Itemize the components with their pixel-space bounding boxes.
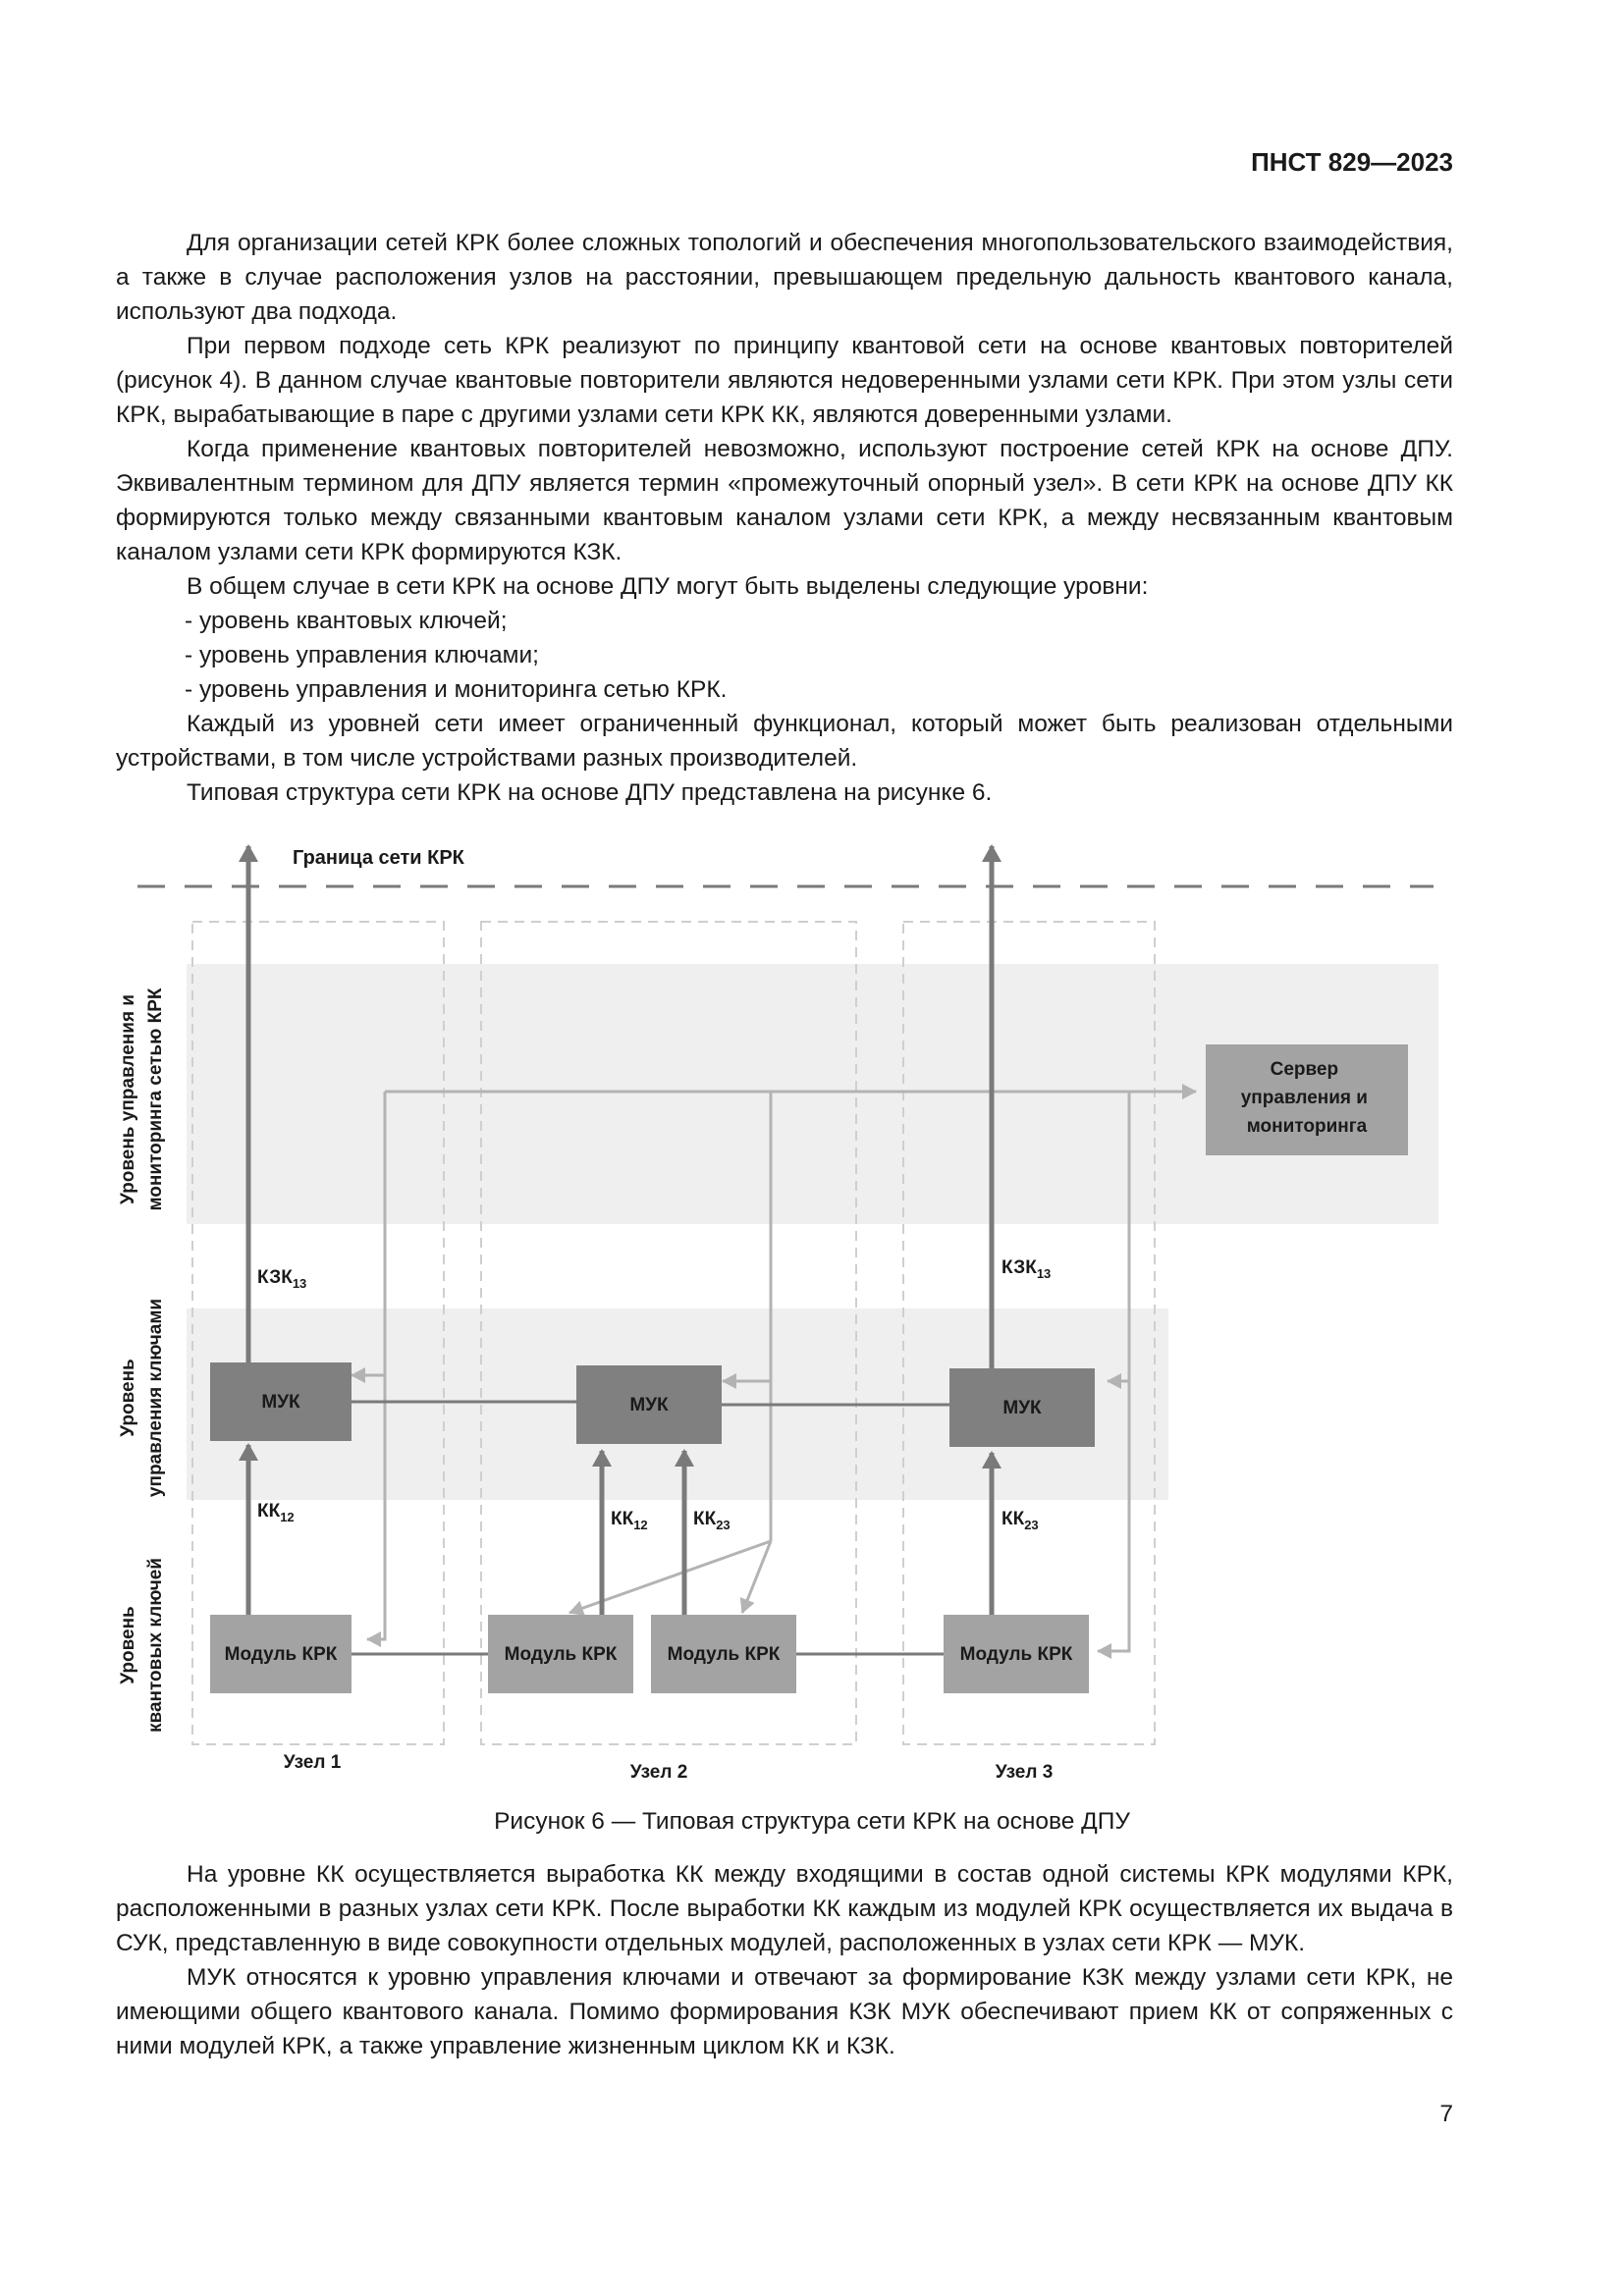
key-label-main: КЗК <box>1001 1257 1037 1278</box>
key-label-sub: 12 <box>280 1510 295 1524</box>
document-id: ПНСТ 829—2023 <box>1251 147 1453 177</box>
paragraph: Типовая структура сети КРК на основе ДПУ представлена на рисунке 6. <box>187 779 993 806</box>
boundary-label: Граница сети КРК <box>293 847 464 869</box>
key-label-sub: 12 <box>633 1518 648 1532</box>
list-item: - уровень управления и мониторинга сетью КРК. <box>185 676 728 703</box>
key-label-sub: 13 <box>292 1276 307 1291</box>
key-label-sub: 23 <box>716 1518 731 1532</box>
muk-label: МУК <box>1002 1398 1042 1418</box>
paragraph: Каждый из уровней сети имеет ограниченный функционал, который может быть реализован отдельными устройствами, в том числе устройствами разных производителей. <box>116 711 1453 772</box>
kzk13-label-node1 <box>257 1267 306 1291</box>
module-label: Модуль КРК <box>667 1644 781 1665</box>
node2-label: Узел 2 <box>629 1762 688 1783</box>
paragraph: МУК относятся к уровню управления ключами и отвечают за формирование КЗК между узлами сети КРК, не имеющими общего квантового канала. Помимо формирования КЗК МУК обеспечивают прием КК от сопряженных с ними модулей КРК, а также управление жизненным циклом КК и КЗК. <box>116 1964 1453 2059</box>
figure-svg <box>98 829 1473 1801</box>
body-text-top <box>116 226 1453 810</box>
server-label-line: мониторинга <box>1246 1116 1368 1137</box>
paragraph: При первом подходе сеть КРК реализуют по принципу квантовой сети на основе квантовых повторителей (рисунок 4). В данном случае квантовые повторители являются недоверенными узлами сети КРК. При этом узлы сети КРК, вырабатывающие в паре с другими узлами сети КРК КК, являются доверенными узлами. <box>116 333 1453 428</box>
kk23-label-node2 <box>693 1509 731 1532</box>
key-label-main: КК <box>611 1509 634 1529</box>
level-label-line: Уровень <box>118 1606 138 1684</box>
key-label-main: КК <box>693 1509 717 1529</box>
kk12-label-node1 <box>257 1501 295 1524</box>
page-number: 7 <box>1439 2101 1453 2127</box>
level-label-key-management <box>118 1299 166 1497</box>
node1-label: Узел 1 <box>283 1752 342 1773</box>
key-label-main: КК <box>257 1501 281 1522</box>
key-label-main: КК <box>1001 1509 1025 1529</box>
figure-caption: Рисунок 6 — Типовая структура сети КРК на основе ДПУ <box>494 1808 1130 1835</box>
paragraph: На уровне КК осуществляется выработка КК между входящими в состав одной системы КРК модулями КРК, расположенными в разных узлах сети КРК. После выработки КК каждым из модулей КРК осуществляется их выдача в СУК, представленную в виде совокупности отдельных модулей, расположенных в узлах сети КРК — МУК. <box>116 1861 1453 1956</box>
key-label-sub: 23 <box>1024 1518 1039 1532</box>
level-label-line: Уровень <box>118 1359 138 1437</box>
kk12-label-node2 <box>611 1509 648 1532</box>
module-label: Модуль КРК <box>959 1644 1073 1665</box>
muk-label: МУК <box>629 1395 669 1415</box>
node3-label: Узел 3 <box>995 1762 1054 1783</box>
paragraph: В общем случае в сети КРК на основе ДПУ могут быть выделены следующие уровни: <box>187 573 1149 600</box>
network-structure-figure <box>98 829 1473 1801</box>
level-label-line: Уровень управления и <box>118 994 138 1204</box>
level-label-quantum-keys <box>118 1558 166 1733</box>
level-label-line: управления ключами <box>145 1298 166 1498</box>
kk23-label-node3 <box>1001 1509 1039 1532</box>
module-label: Модуль КРК <box>504 1644 618 1665</box>
paragraph: Для организации сетей КРК более сложных топологий и обеспечения многопользовательского взаимодействия, а также в случае расположения узлов на расстоянии, превышающем предельную дальность квантового канала, используют два подхода. <box>116 230 1453 325</box>
server-label-line: Сервер <box>1270 1059 1339 1080</box>
key-label-main: КЗК <box>257 1267 293 1288</box>
key-label-sub: 13 <box>1036 1266 1052 1281</box>
module-label: Модуль КРК <box>224 1644 338 1665</box>
level-label-line: квантовых ключей <box>145 1558 166 1733</box>
level-label-line: мониторинга сетью КРК <box>145 988 166 1211</box>
management-link-module2b <box>742 1541 771 1613</box>
level-label-management <box>118 988 166 1210</box>
kzk13-label-node3 <box>1001 1257 1051 1281</box>
list-item: - уровень квантовых ключей; <box>185 608 508 634</box>
list-item: - уровень управления ключами; <box>185 642 539 668</box>
paragraph: Когда применение квантовых повторителей невозможно, используют построение сетей КРК на основе ДПУ. Эквивалентным термином для ДПУ является термин «промежуточный опорный узел». В сети КРК на основе ДПУ КК формируются только между связанными квантовым каналом узлами сети КРК, а между несвязанным квантовым каналом узлами сети КРК формируются КЗК. <box>116 436 1453 565</box>
muk-label: МУК <box>261 1392 300 1413</box>
body-text-bottom <box>116 1857 1453 2063</box>
server-label-line: управления и <box>1240 1088 1368 1108</box>
